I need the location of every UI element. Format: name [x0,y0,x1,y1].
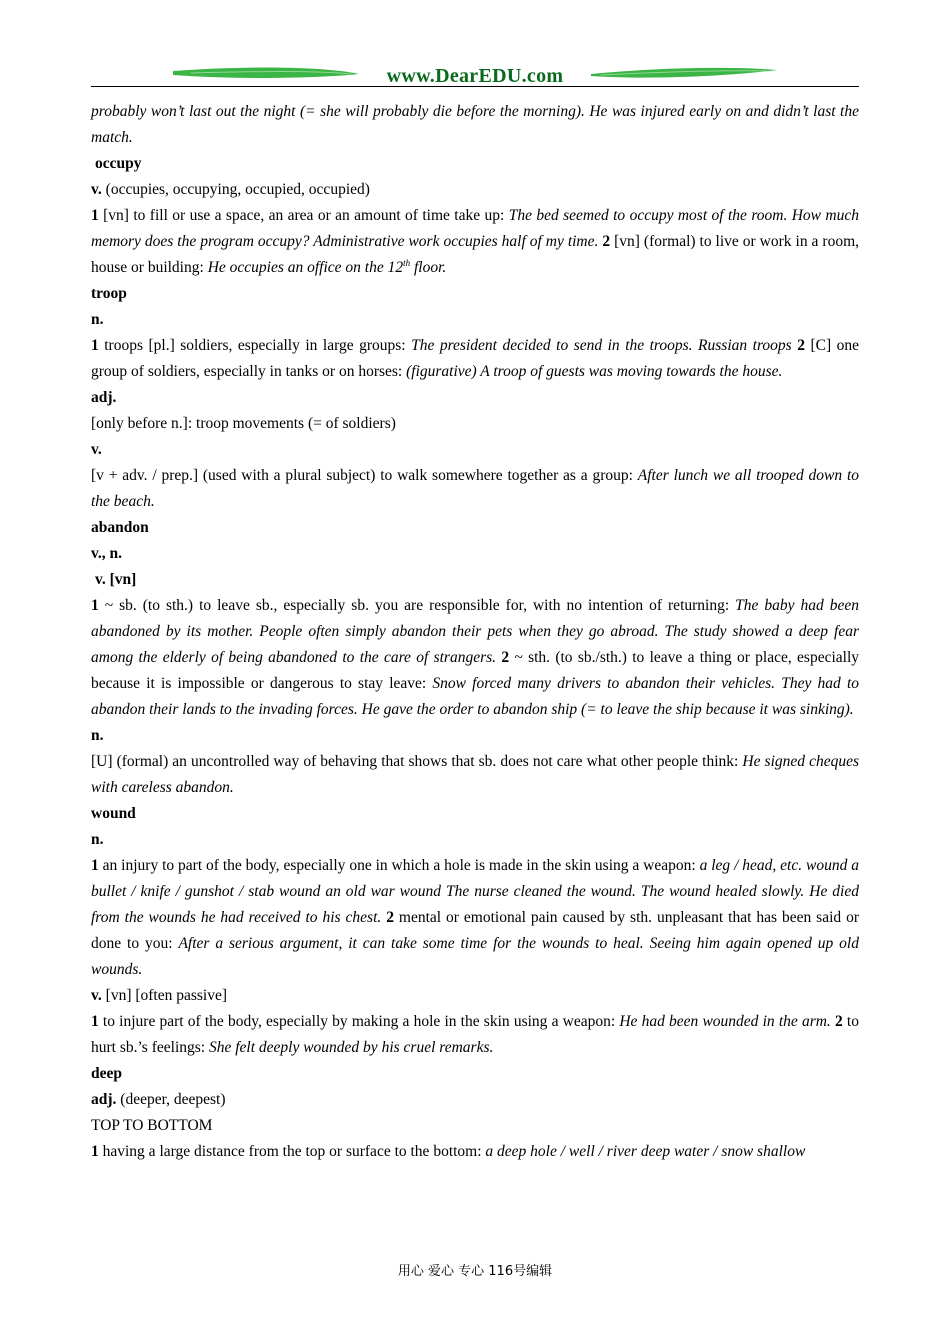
site-logo-text: www.DearEDU.com [386,65,564,87]
pos-line: v. [91,441,102,458]
pos-line: v., n. [91,545,123,562]
pos-line: adj. (deeper, deepest) [91,1091,226,1108]
pos-line: adj. [91,389,117,406]
pos-line: v. [vn] [95,571,137,588]
sense-paragraph: 1 troops [pl.] soldiers, especially in large groups: The president decided to send in the troops. Russian troops 2 [C] one group of soldiers, especially in tanks or on horses: (figurative) A troop of guests was moving towards the house. [91,337,859,380]
page-footer: 用心 爱心 专心 116号编辑 [397,1264,553,1279]
pos-line: n. [91,831,104,848]
sense-paragraph: 1 to injure part of the body, especially by making a hole in the skin using a weapon: He had been wounded in the arm. 2 to hurt sb.’s feelings: She felt deeply wounded by his cruel remarks. [91,1013,859,1056]
headword-occupy: occupy [95,155,142,172]
sense-paragraph: 1 an injury to part of the body, especially one in which a hole is made in the skin using a weapon: a leg / head, etc. wound a bullet / knife / gunshot / stab wound an old war wound The nurse cleaned the wound. The wound healed slowly. He died from the wounds he had received to his chest. 2 mental or emotional pain caused by sth. unpleasant that has been said or done to you: After a serious argument, it can take some time for the wounds to heal. Seeing him again opened up old wounds. [91,857,860,978]
sense-paragraph: [v + adv. / prep.] (used with a plural subject) to walk somewhere together as a group: After lunch we all trooped down to the beach. [91,467,860,510]
sense-paragraph: [only before n.]: troop movements (= of soldiers) [91,415,396,432]
dictionary-content [91,99,859,1165]
entry-continuation [91,99,859,151]
sense-paragraph: [U] (formal) an uncontrolled way of behaving that shows that sb. does not care what other people think: He signed cheques with careless abandon. [91,753,859,796]
section-label: TOP TO BOTTOM [91,1117,213,1134]
site-header [91,62,859,88]
pos-line: n. [91,311,104,328]
headword-troop: troop [91,285,127,302]
pos-line: v. (occupies, occupying, occupied, occupied) [91,181,370,198]
header-rule [91,86,859,87]
headword-abandon: abandon [91,519,149,536]
sense-paragraph: 1 [vn] to fill or use a space, an area or an amount of time take up: The bed seemed to occupy most of the room. How much memory does the program occupy? Administrative work occupies half of my time. 2 [vn] (formal) to live or work in a room, house or building: He occupies an office on the 12th floor. [91,207,859,276]
headword-deep: deep [91,1065,122,1082]
example-text: probably won’t last out the night (= she will probably die before the morning). He was injured early on and didn’t last the match. [91,103,859,146]
pos-line: n. [91,727,104,744]
headword-wound: wound [91,805,136,822]
pos-line: v. [vn] [often passive] [91,987,228,1004]
sense-paragraph: 1 having a large distance from the top or surface to the bottom: a deep hole / well / river deep water / snow shallow [91,1143,806,1160]
sense-paragraph: 1 ~ sb. (to sth.) to leave sb., especially sb. you are responsible for, with no intention of returning: The baby had been abandoned by its mother. People often simply abandon their pets when they go abroad. The study showed a deep fear among the elderly of being abandoned to the care of strangers. 2 ~ sth. (to sb./sth.) to leave a thing or place, especially because it is impossible or dangerous to stay leave: Snow forced many drivers to abandon their vehicles. They had to abandon their lands to the invading forces. He gave the order to abandon ship (= to leave the ship because it was sinking). [91,597,860,718]
